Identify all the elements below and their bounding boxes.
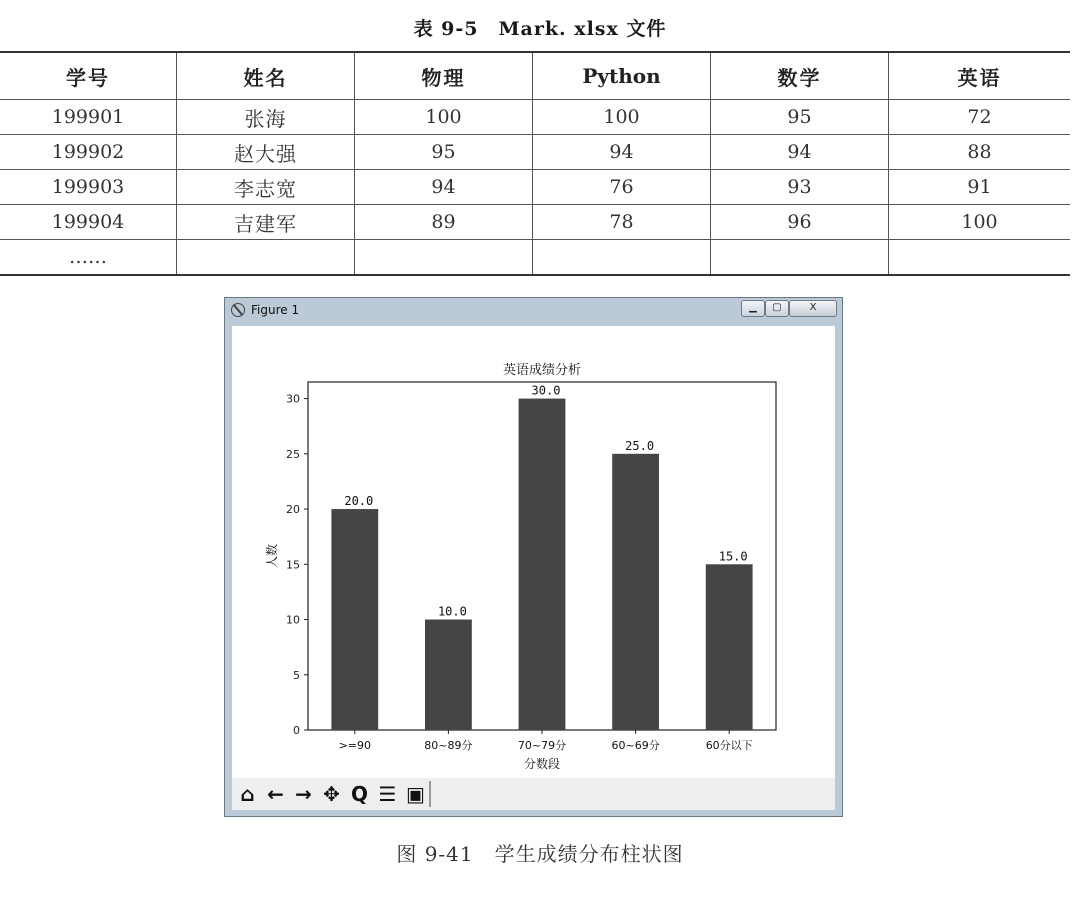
- bar-value-label: 25.0: [625, 438, 655, 453]
- cell-student-id: 199904: [0, 205, 177, 240]
- cell-python: 94: [533, 135, 711, 170]
- cell-math: 96: [711, 205, 889, 240]
- cell-physics: 89: [355, 205, 533, 240]
- bar-chart: [232, 326, 835, 778]
- chart-title: 英语成绩分析: [502, 363, 582, 378]
- cell-english: 72: [889, 100, 1071, 135]
- header-english: 英语: [889, 52, 1071, 100]
- y-tick-label: 25: [286, 447, 300, 461]
- cell-python: 78: [533, 205, 711, 240]
- y-axis-label: 人数: [265, 543, 279, 569]
- cell-empty: [889, 240, 1071, 276]
- cell-student-id: 199901: [0, 100, 177, 135]
- cell-empty: [533, 240, 711, 276]
- bar: [331, 509, 378, 730]
- header-math: 数学: [711, 52, 889, 100]
- pan-icon[interactable]: ✥: [323, 782, 340, 806]
- table-row: [0, 100, 1070, 135]
- cell-name: 张海: [177, 100, 355, 135]
- figure-canvas: [232, 326, 835, 810]
- table-header-row: [0, 52, 1070, 100]
- window-titlebar[interactable]: [225, 298, 842, 324]
- cell-student-id: 199902: [0, 135, 177, 170]
- x-tick-label: 70~79分: [517, 739, 567, 752]
- cell-python: 100: [533, 100, 711, 135]
- bar: [519, 399, 566, 730]
- bar-value-label: 20.0: [344, 494, 374, 509]
- cell-empty: [177, 240, 355, 276]
- cell-english: 100: [889, 205, 1071, 240]
- zoom-icon[interactable]: Q: [350, 782, 368, 806]
- y-tick-label: 0: [293, 724, 300, 737]
- y-tick-label: 30: [286, 392, 300, 406]
- window-title: Figure 1: [251, 303, 300, 317]
- back-arrow-icon[interactable]: ←: [267, 782, 284, 806]
- toolbar-separator: [429, 781, 431, 807]
- matplotlib-logo-icon: [231, 303, 245, 317]
- cell-ellipsis: ……: [69, 246, 107, 268]
- configure-subplots-icon[interactable]: ☰: [378, 782, 397, 806]
- x-axis-label: 分数段: [523, 757, 561, 771]
- y-tick-label: 20: [286, 503, 300, 517]
- table-row: [0, 205, 1070, 240]
- cell-english: 88: [889, 135, 1071, 170]
- maximize-button[interactable]: ▢: [765, 300, 789, 317]
- close-button[interactable]: X: [789, 300, 837, 317]
- cell-physics: 95: [355, 135, 533, 170]
- y-tick-label: 5: [293, 668, 300, 682]
- cell-math: 93: [711, 170, 889, 205]
- bar-value-label: 10.0: [437, 604, 467, 619]
- forward-arrow-icon[interactable]: →: [295, 782, 312, 806]
- bar-value-label: 15.0: [718, 549, 748, 564]
- cell-python: 76: [533, 170, 711, 205]
- cell-math: 94: [711, 135, 889, 170]
- grades-table: [0, 51, 1070, 276]
- cell-physics: 94: [355, 170, 533, 205]
- cell-english: 91: [889, 170, 1071, 205]
- table-row: [0, 240, 1070, 276]
- minimize-button[interactable]: ▁: [741, 300, 765, 317]
- cell-empty: [711, 240, 889, 276]
- x-tick-label: 60分以下: [705, 739, 753, 752]
- bar: [612, 454, 659, 730]
- y-tick-label: 15: [286, 558, 300, 572]
- cell-empty: [355, 240, 533, 276]
- save-icon[interactable]: ▣: [406, 782, 425, 806]
- bar: [425, 620, 472, 730]
- cell-name: 赵大强: [177, 135, 355, 170]
- x-tick-label: 60~69分: [611, 739, 660, 752]
- bar: [706, 564, 753, 730]
- table-row: [0, 135, 1070, 170]
- x-tick-label: >=90: [338, 739, 372, 752]
- navigation-toolbar: [232, 778, 835, 810]
- table-row: [0, 170, 1070, 205]
- cell-name: 吉建军: [177, 205, 355, 240]
- bar-value-label: 30.0: [531, 383, 561, 398]
- cell-name: 李志宽: [177, 170, 355, 205]
- table-caption: 表 9-5 Mark. xlsx 文件: [413, 18, 667, 40]
- cell-math: 95: [711, 100, 889, 135]
- cell-physics: 100: [355, 100, 533, 135]
- header-python: Python: [533, 52, 711, 100]
- header-name: 姓名: [177, 52, 355, 100]
- figure-caption: 图 9-41 学生成绩分布柱状图: [396, 842, 684, 866]
- cell-student-id: 199903: [0, 170, 177, 205]
- header-student-id: 学号: [0, 52, 177, 100]
- x-tick-label: 80~89分: [424, 739, 473, 752]
- figure-window: [224, 297, 843, 817]
- header-physics: 物理: [355, 52, 533, 100]
- y-tick-label: 10: [286, 613, 300, 627]
- home-icon[interactable]: ⌂: [240, 782, 255, 806]
